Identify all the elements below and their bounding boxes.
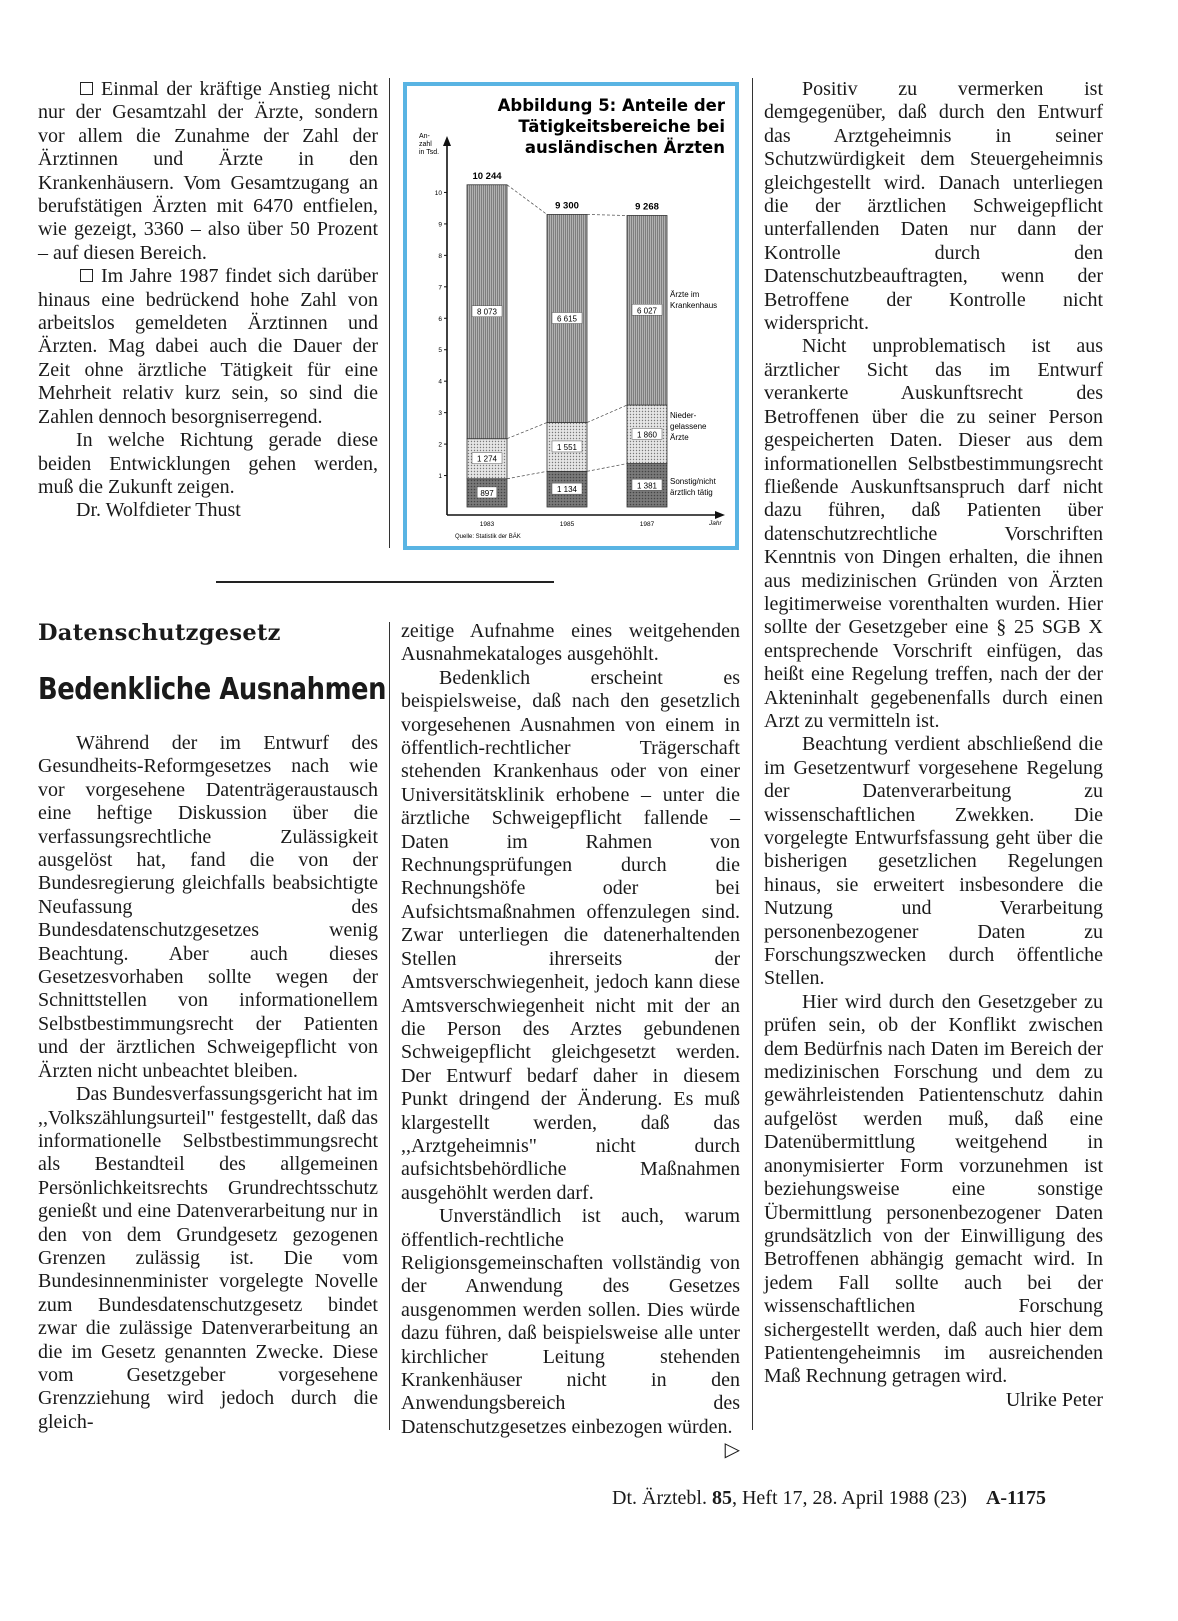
connector-line: [507, 423, 547, 439]
col2-bottom: [401, 620, 740, 1463]
source-note: Quelle: Statistik der BÄK: [455, 534, 521, 540]
checkbox-bullet-icon: [80, 82, 93, 95]
footer-journal: Dt. Ärztebl.: [612, 1487, 707, 1509]
footer-issue: , Heft 17, 28. April 1988 (23): [731, 1487, 967, 1509]
col1-bottom: [38, 732, 378, 1434]
connector-line: [507, 471, 547, 478]
legend-niedergelassen-2: gelassene: [670, 422, 707, 431]
paragraph: Nicht unproblematisch ist aus ärztlicher Sicht das im Entwurf verankerte Auskunftsrecht des Betroffenen über die zu seiner Person gespeicherten Daten. Dieser aus dem informationellen Selbstbestimmungsrecht fließende Auskunftsanspruch darf nicht dazu führen, daß Patienten über datenschutzrechtliche Vorschriften Kenntnis von Dingen erhalten, die ihnen aus medizinischen Gründen von Ärzten legitimerweise vorenthalten wurden. Hier sollte der Gesetzgeber eine § 25 SGB X entsprechende Vorschrift einfügen, das heißt eine Regelung treffen, nach der der Akteninhalt gegebenenfalls durch einen Arzt zu vermitteln ist.: [764, 335, 1103, 732]
paragraph: zeitige Aufnahme eines weitgehenden Ausnahmekataloges ausgehöhlt.: [401, 620, 740, 666]
legend-sonstig-2: ärztlich tätig: [670, 488, 713, 497]
total-label: 9 300: [555, 200, 579, 212]
total-label: 10 244: [472, 170, 502, 182]
x-tick-label: 1985: [559, 521, 575, 528]
data-label: 1 274: [476, 454, 498, 464]
stacked-bar-chart: [407, 86, 735, 546]
column-rule-right: [752, 78, 753, 1430]
connector-line: [587, 214, 627, 215]
article-headline: Bedenkliche Ausnahmen: [38, 672, 387, 707]
section-kicker: Datenschutzgesetz: [38, 620, 281, 646]
data-label: 8 073: [476, 307, 498, 317]
data-label: 897: [480, 488, 494, 498]
paragraph: Bedenklich erscheint es beispielsweise, daß nach den gesetzlich vorgesehenen Ausnahmen von einem in öffentlich-rechtlicher Trägerschaft stehenden Krankenhaus oder von einer Universitätsklinik erhobene – unter die ärztliche Schweigepflicht fallende – Daten im Rahmen von Rechnungsprüfungen durch die Rechnungshöfe oder bei Aufsichtsmaßnahmen offenzulegen sind. Zwar unterliegen die datenerhaltenden Stellen ihrerseits der Amtsverschwiegenheit, jedoch kann diese Amtsverschwiegenheit nicht mit der an die Person des Arztes gebundenen Schweigepflicht gleichgesetzt werden. Der Entwurf bedarf daher in diesem Punkt dringend der Änderung. Es muß klargestellt werden, daß das ,,Arztgeheimnis" nicht durch aufsichtsbehördliche Maßnahmen ausgehöhlt werden darf.: [401, 666, 740, 1204]
y-tick-label: 1: [438, 473, 442, 481]
paragraph: Unverständlich ist auch, warum öffentlich-rechtliche Religionsgemeinschaften vollständig von der Anwendung des Gesetzes ausgenommen werden sollen. Dies würde dazu führen, daß beispielsweise alle unter kirchlicher Leitung stehenden Krankenhäuser nicht in den Anwendungsbereich des Datenschutzgesetzes einbezogen würden. ▷: [401, 1205, 740, 1462]
y-tick-label: 9: [438, 221, 442, 229]
y-axis-label-1: An-: [419, 133, 430, 140]
y-tick-label: 10: [434, 189, 442, 197]
plot-area: [435, 136, 725, 528]
y-tick-label: 4: [438, 378, 442, 386]
author-signature: Ulrike Peter: [1005, 1388, 1103, 1411]
paragraph: In welche Richtung gerade diese beiden Entwicklungen gehen werden, muß die Zukunft zeigen.: [38, 429, 378, 498]
data-label: 6 615: [556, 314, 578, 324]
continue-arrow-icon: ▷: [724, 1439, 740, 1462]
x-axis-label: Jahr: [709, 520, 722, 527]
legend-krankenhaus-1: Ärzte im: [670, 290, 700, 299]
col3: [764, 78, 1103, 1412]
x-axis-arrow: [715, 511, 725, 519]
y-tick-label: 6: [438, 315, 442, 323]
paragraph: Positiv zu vermerken ist demgegenüber, daß durch den Entwurf das Arztgeheimnis in seiner Schutzwürdigkeit dem Steuergeheimnis gleichgestellt wird. Danach unterliegen die der ärztlichen Schweigepflicht unterfallenden Daten nur dann der Kontrolle durch den Datenschutzbeauftragten, wenn der Betroffene der Kontrolle nicht widerspricht.: [764, 78, 1103, 335]
figure-title-line-1: Abbildung 5: Anteile der: [497, 96, 725, 115]
connector-line: [587, 405, 627, 422]
figure-title-line-3: ausländischen Ärzten: [524, 138, 725, 157]
column-rule-middle: [389, 622, 390, 1430]
data-label: 1 551: [556, 442, 578, 452]
figure-title-line-2: Tätigkeitsbereiche bei: [518, 117, 725, 136]
data-label: 1 860: [636, 430, 658, 440]
data-label: 1 134: [556, 485, 578, 495]
legend-krankenhaus-2: Krankenhaus: [670, 301, 718, 310]
y-axis-arrow: [443, 136, 451, 146]
y-tick-label: 5: [438, 347, 442, 355]
x-tick-label: 1983: [479, 521, 495, 528]
paragraph: Während der im Entwurf des Gesundheits-Reformgesetzes nach wie vor vorgesehene Datenträgeraustausch eine heftige Diskussion über die verfassungsrechtliche Zulässigkeit ausgelöst hat, fand die von der Bundesregierung gleichfalls beabsichtigte Neufassung des Bundesdatenschutzgesetzes wenig Beachtung. Aber auch dieses Gesetzesvorhaben sollte wegen der Schnittstellen von informationellem Selbstbestimmungsrecht der Patienten und der ärztlichen Schweigepflicht von Ärzten nicht unbeachtet bleiben.: [38, 732, 378, 1082]
legend-niedergelassen-1: Nieder-: [670, 411, 697, 420]
col1-top: [38, 78, 378, 523]
footer-volume: 85: [711, 1487, 732, 1509]
paragraph: Beachtung verdient abschließend die im Gesetzentwurf vorgesehene Regelung der Datenverarbeitung zu wissenschaftlichen Zwekken. Die vorgelegte Entwurfsfassung geht über die bisherigen gesetzlichen Regelungen hinaus, sie erweitert insbesondere die Nutzung und Verarbeitung personenbezogener Daten zu Forschungszwecken durch öffentliche Stellen.: [764, 733, 1103, 990]
y-tick-label: 3: [438, 410, 442, 418]
y-tick-label: 2: [438, 441, 442, 449]
paragraph: Hier wird durch den Gesetzgeber zu prüfen sein, ob der Konflikt zwischen dem Bedürfnis nach Daten im Bereich der medizinischen Forschung und dem zu gewährleistenden Patientenschutz dahin aufgelöst werden muß, daß eine Datenübermittlung weitgehend in anonymisierter Form vorzunehmen ist beziehungsweise eine sonstige Übermittlung personenbezogener Daten grundsätzlich von der Einwilligung des Betroffenen abhängig gemacht wird. In jedem Fall sollte auch bei der wissenschaftlichen Forschung sichergestellt werden, daß auch hier dem Patientengeheimnis im ausreichenden Maß Rechnung getragen wird. Ulrike Peter: [764, 990, 1103, 1411]
paragraph: Im Jahre 1987 findet sich darüber hinaus eine bedrückend hohe Zahl von arbeitslos gemeldeten Ärztinnen und Ärzten. Mag dabei auch die Dauer der Zeit ohne ärztliche Tätigkeit für eine Mehrheit relativ kurz sein, so sind die Zahlen dennoch besorgniserregend.: [38, 265, 378, 428]
x-tick-label: 1987: [639, 521, 655, 528]
figure-abbildung-5: [403, 82, 739, 550]
section-divider: [216, 581, 554, 583]
y-axis-label-3: in Tsd.: [419, 149, 440, 156]
data-label: 6 027: [636, 306, 658, 316]
column-rule-left: [389, 78, 390, 548]
y-axis-label-2: zahl: [419, 141, 432, 148]
paragraph: Das Bundesverfassungsgericht hat im ,,Volkszählungsurteil" festgestellt, daß das informationelle Selbstbestimmungsrecht als Bestandteil des allgemeinen Persönlichkeitsrechts Grundrechtsschutz genießt und eine Datenverarbeitung nur in den von dem Grundgesetz gezogenen Grenzen zulässig ist. Die vom Bundesinnenminister vorgelegte Novelle zum Bundesdatenschutzgesetz bindet zwar die zulässige Datenverarbeitung an die im Gesetz genannten Zwecke. Diese vom Gesetzgeber vorgesehene Grenzziehung wird jedoch durch die gleich-: [38, 1083, 378, 1433]
data-label: 1 381: [636, 481, 658, 491]
legend-sonstig-1: Sonstig/nicht: [670, 477, 716, 486]
checkbox-bullet-icon: [80, 269, 93, 282]
legend-niedergelassen-3: Ärzte: [670, 433, 689, 442]
page-footer: [612, 1487, 1046, 1510]
y-tick-label: 7: [438, 284, 442, 292]
y-tick-label: 8: [438, 252, 442, 260]
total-label: 9 268: [635, 201, 659, 213]
footer-page-number: A-1175: [985, 1487, 1046, 1509]
connector-line: [507, 185, 547, 215]
paragraph: Einmal der kräftige Anstieg nicht nur der Gesamtzahl der Ärzte, sondern vor allem die Zunahme der Zahl der Ärztinnen und Ärzte in den Krankenhäusern. Vom Gesamtzugang an berufstätigen Ärzten mit 6470 entfielen, wie gezeigt, 3360 – also über 50 Prozent – auf diesen Bereich.: [38, 78, 378, 264]
author-signature: Dr. Wolfdieter Thust: [76, 499, 241, 522]
connector-line: [587, 464, 627, 472]
